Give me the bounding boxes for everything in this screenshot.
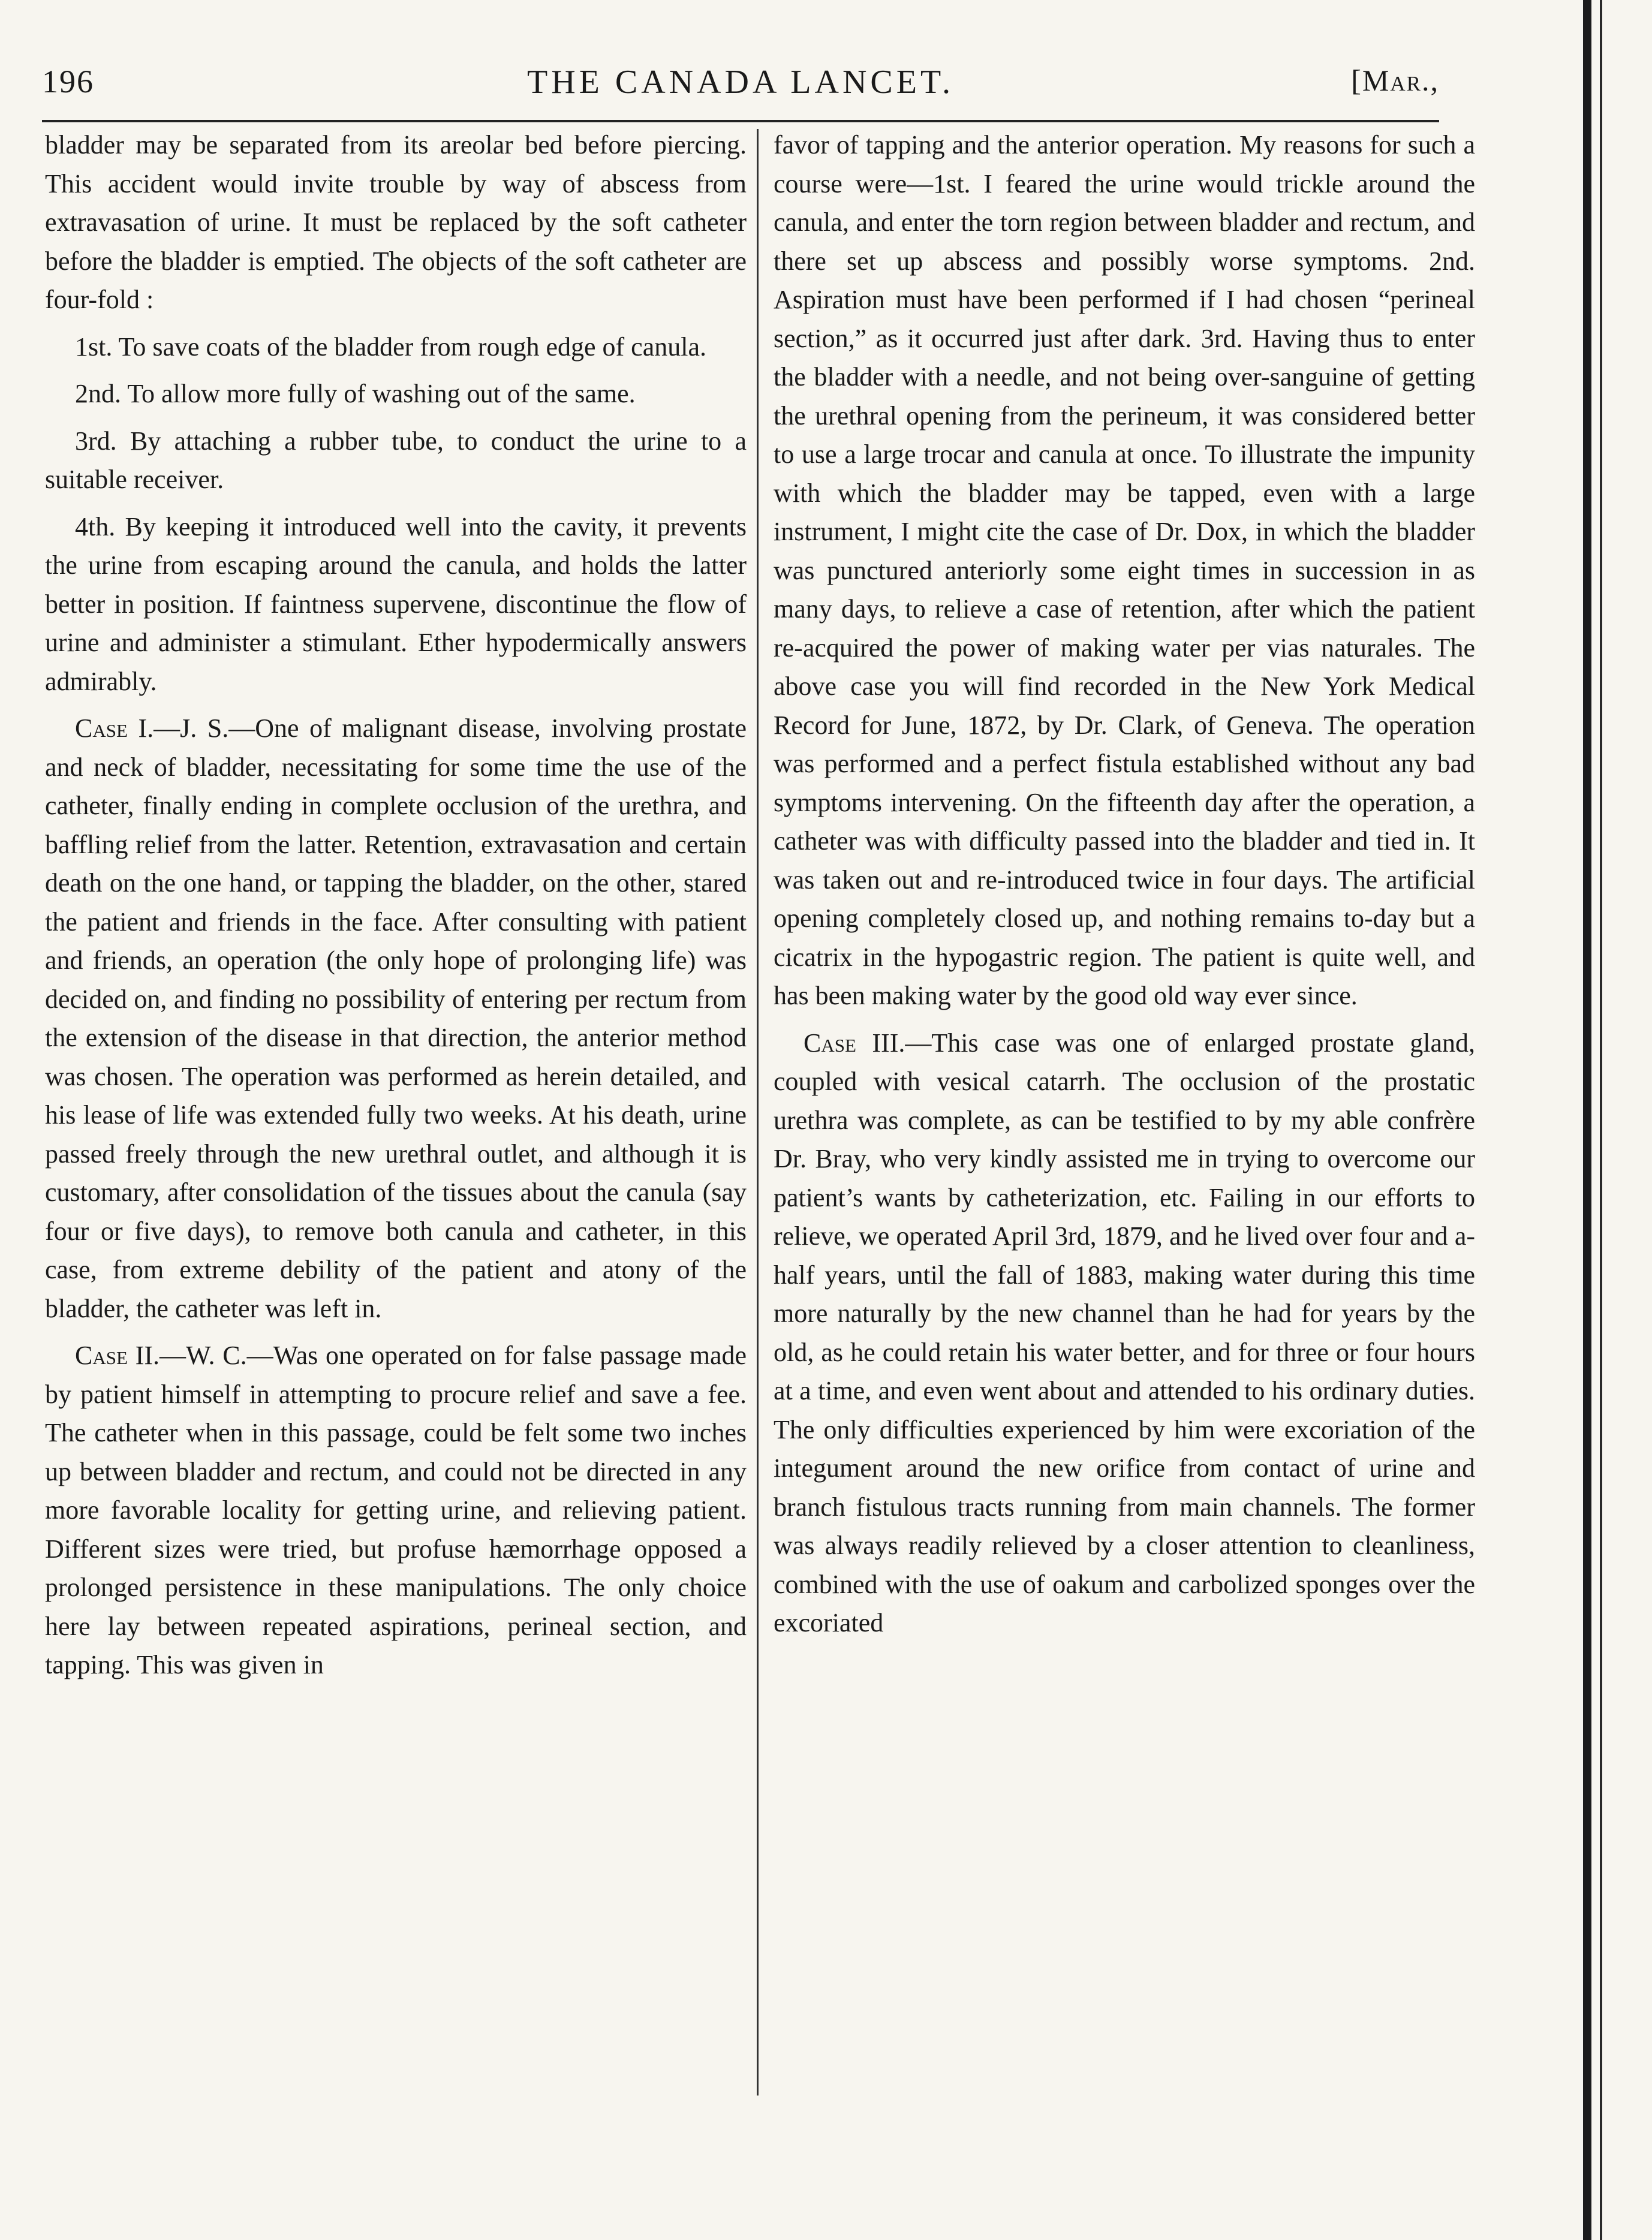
case-text: —W. C.—Was one operated on for false passage made by patient himself in attempting to procure relief and save a fee. The catheter when in this passage, could be felt some two inches up between bladder and rectum, and could not be directed in any more favorable locality for getting urine, and relieving patient. Different sizes were tried, but profuse hæmorrhage opposed a prolonged persistence in these manipulations. The only choice here lay between repeated aspirations, perineal section, and tapping. This was given in — [45, 1341, 747, 1679]
column-divider — [757, 129, 759, 2096]
binding-edge — [1583, 0, 1591, 2240]
paragraph: 3rd. By attaching a rubber tube, to conduct the urine to a suitable receiver. — [45, 426, 747, 494]
case-text: —J. S.—One of malignant disease, involving prostate and neck of bladder, necessitating for some time the use of the catheter, finally ending in complete occlusion of the urethra, and baffling relief from the latter. Retention, extravasation and certain death on the one hand, or tapping the bladder, on the other, stared the patient and friends in the face. After consulting with patient and friends, an operation (the only hope of prolonging life) was decided on, and finding no possibility of entering per rectum from the extension of the disease in that direction, the anterior method was chosen. The operation was performed as herein detailed, and his lease of life was extended fully two weeks. At his death, urine passed freely through the new urethral outlet, and although it is customary, after consolidation of the tissues about the canula (say four or five days), to remove both canula and catheter, in this case, from extreme debility of the patient and atony of the bladder, the catheter was left in. — [45, 713, 747, 1323]
paragraph: favor of tapping and the anterior operation. My reasons for such a course were—1st. I feared the urine would trickle around the canula, and enter the torn region between bladder and rectum, and there set up abscess and possibly worse symptoms. 2nd. Aspiration must have been performed if I had chosen “perineal section,” as it occurred just after dark. 3rd. Having thus to enter the bladder with a needle, and not being over-sanguine of getting the urethral opening from the perineum, it was considered better to use a large trocar and canula at once. To illustrate the impunity with which the bladder may be tapped, even with a large instrument, I might cite the case of Dr. Dox, in which the bladder was punctured anteriorly some eight times in succession in as many days, to relieve a case of retention, after which the patient re-acquired the power of making water per vias naturales. The above case you will find recorded in the New York Medical Record for June, 1872, by Dr. Clark, of Geneva. The operation was performed and a perfect fistula established without any bad symptoms intervening. On the fifteenth day after the operation, a catheter was with difficulty passed into the bladder and tied in. It was taken out and re-introduced twice in four days. The artificial opening completely closed up, and nothing remains to-day but a cicatrix in the hypogastric region. The patient is quite well, and has been making water by the good old way ever since. — [774, 130, 1475, 1010]
paragraph: 1st. To save coats of the bladder from rough edge of canula. — [75, 332, 706, 362]
case-text: —This case was one of enlarged prostate gland, coupled with vesical catarrh. The occlusion of the prostatic urethra was complete, as can be testified to by my able confrère Dr. Bray, who very kindly assisted me in trying to overcome our patient’s wants by catheterization, etc. Failing in our efforts to relieve, we operated April 3rd, 1879, and he lived over four and a-half years, until the fall of 1883, making water during this time more naturally by the new channel than he had for years by the old, as he could retain his water better, and for three or four hours at a time, and even went about and attended to his ordinary duties. The only difficulties experienced by him were excoriation of the integument around the new orifice from contact of urine and branch fistulous tracts running from main channels. The former was always readily relieved by a closer attention to cleanliness, combined with the use of oakum and carbolized sponges over the excoriated — [774, 1028, 1475, 1637]
case-paragraph — [45, 1336, 747, 1685]
page-header — [42, 57, 1439, 123]
page-number: 196 — [42, 64, 94, 100]
header-rule — [42, 120, 1439, 122]
case-heading: Case I. — [75, 713, 154, 743]
issue-month: [Mar., — [1351, 64, 1439, 97]
case-heading: Case III. — [804, 1028, 905, 1058]
case-heading: Case II. — [75, 1341, 160, 1370]
binding-edge-thin — [1600, 0, 1602, 2240]
journal-title: THE CANADA LANCET. — [526, 64, 955, 101]
paragraph: 4th. By keeping it introduced well into the cavity, it prevents the urine from escaping around the canula, and holds the latter better in position. If faintness supervene, discontinue the flow of urine and administer a stimulant. Ether hypodermically answers admirably. — [45, 511, 747, 696]
right-column — [774, 126, 1475, 2104]
case-paragraph — [774, 1024, 1475, 1643]
case-paragraph — [45, 709, 747, 1328]
paragraph: 2nd. To allow more fully of washing out of the same. — [75, 379, 636, 408]
left-column — [45, 126, 747, 2104]
paragraph: bladder may be separated from its areolar bed before piercing. This accident would invite trouble by way of abscess from extravasation of urine. It must be replaced by the soft catheter before the bladder is emptied. The objects of the soft catheter are four-fold : — [45, 130, 747, 314]
